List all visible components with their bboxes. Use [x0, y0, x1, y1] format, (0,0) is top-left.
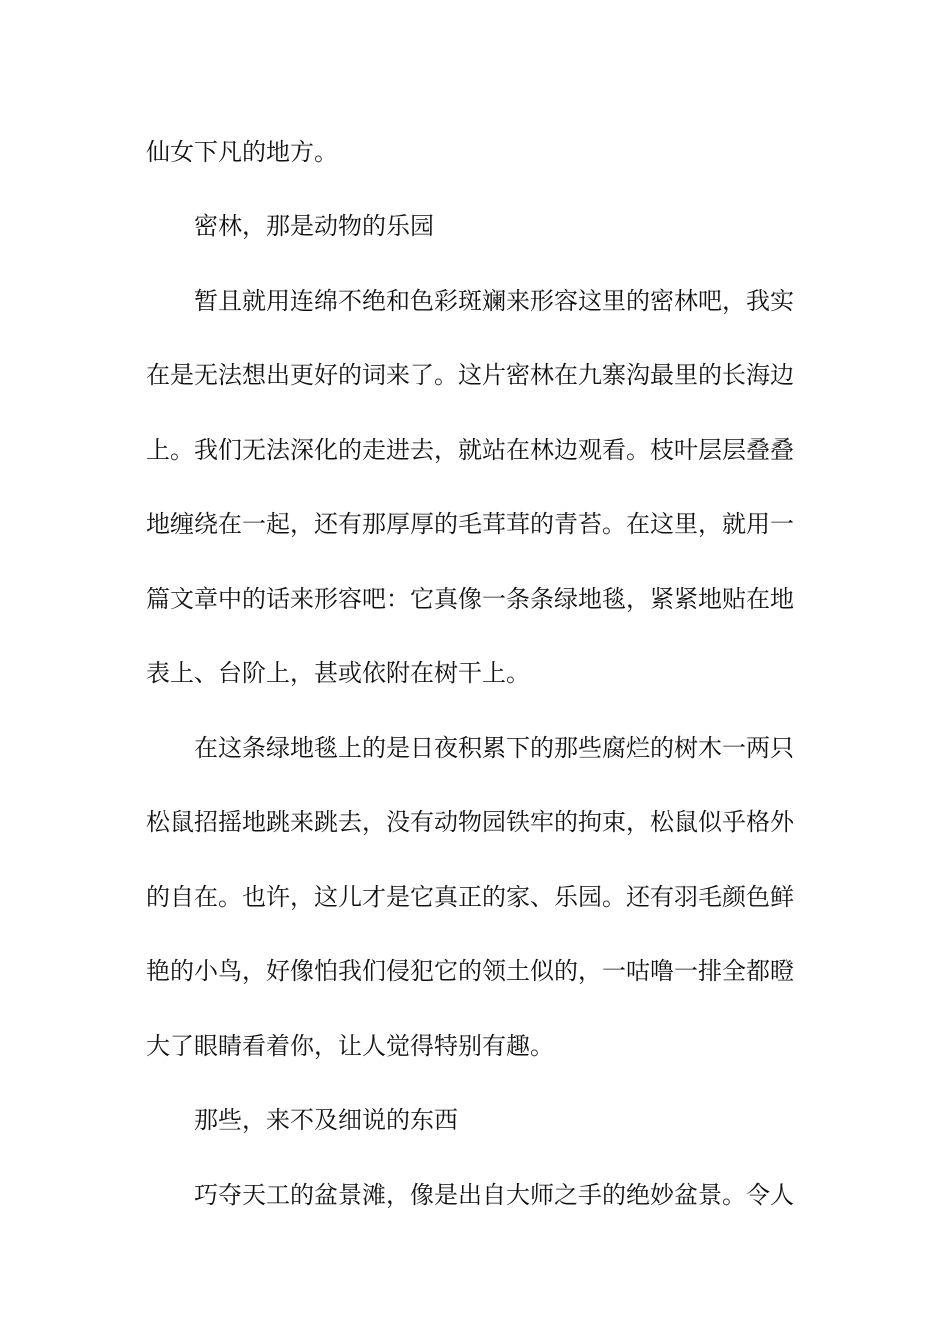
text-line: 在这条绿地毯上的是日夜积累下的那些腐烂的树木一两只 — [194, 734, 794, 762]
text-line: 巧夺天工的盆景滩，像是出自大师之手的绝妙盆景。令人 — [194, 1181, 794, 1209]
text-line: 地缠绕在一起，还有那厚厚的毛茸茸的青苔。在这里，就用一 — [146, 510, 794, 538]
text-line: 的自在。也许，这儿才是它真正的家、乐园。还有羽毛颜色鲜 — [146, 883, 794, 911]
section-heading: 密林，那是动物的乐园 — [194, 212, 434, 240]
text-line: 大了眼睛看着你，让人觉得特别有趣。 — [146, 1032, 554, 1060]
text-line: 上。我们无法深化的走进去，就站在林边观看。枝叶层层叠叠 — [146, 436, 794, 464]
text-line: 艳的小鸟，好像怕我们侵犯它的领土似的，一咕噜一排全都瞪 — [146, 957, 794, 985]
text-line: 仙女下凡的地方。 — [146, 138, 338, 166]
text-line: 篇文章中的话来形容吧：它真像一条条绿地毯，紧紧地贴在地 — [146, 585, 794, 613]
text-line: 表上、台阶上，甚或依附在树干上。 — [146, 659, 530, 687]
section-heading: 那些，来不及细说的东西 — [194, 1106, 458, 1134]
text-line: 松鼠招摇地跳来跳去，没有动物园铁牢的拘束，松鼠似乎格外 — [146, 808, 794, 836]
text-line: 暂且就用连绵不绝和色彩斑斓来形容这里的密林吧，我实 — [194, 287, 794, 315]
text-line: 在是无法想出更好的词来了。这片密林在九寨沟最里的长海边 — [146, 361, 794, 389]
